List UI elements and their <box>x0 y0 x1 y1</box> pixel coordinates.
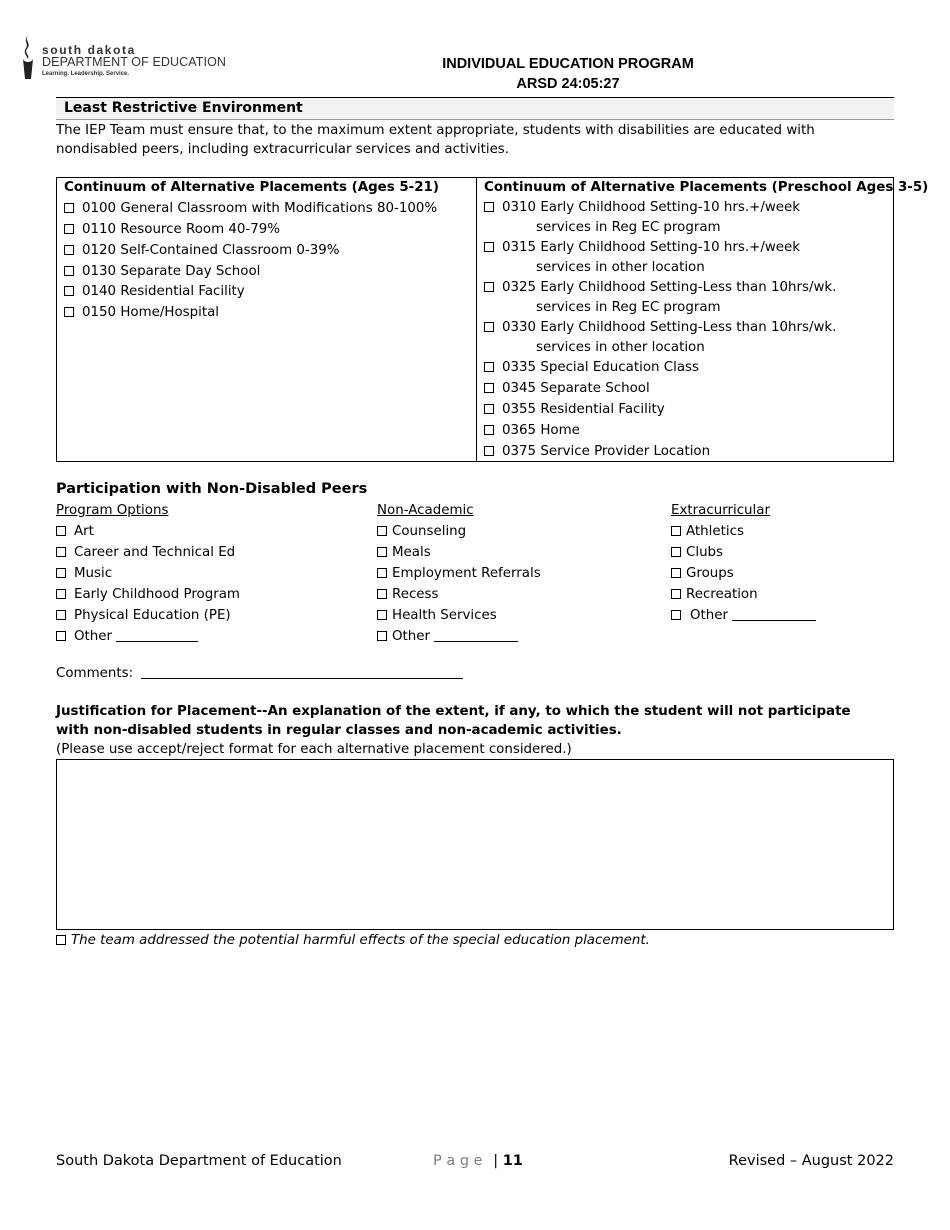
option-label: Counseling <box>392 524 467 539</box>
continuum-right-heading: Continuum of Alternative Placements (Preschool Ages 3-5) <box>484 180 929 195</box>
placement-0150[interactable] <box>64 303 469 324</box>
page-label: P a g e <box>433 1153 483 1169</box>
option-label: Employment Referrals <box>392 566 541 581</box>
placement-label: 0130 Separate Day School <box>82 264 261 279</box>
placement-0325[interactable] <box>484 278 889 318</box>
harmful-effects-row[interactable] <box>56 931 650 951</box>
nonacademic-meals[interactable] <box>377 543 657 564</box>
checkbox[interactable] <box>64 224 74 234</box>
option-label: Early Childhood Program <box>74 587 240 602</box>
checkbox[interactable] <box>671 589 681 599</box>
placement-0345[interactable] <box>484 379 889 400</box>
placement-label: 0315 Early Childhood Setting-10 hrs.+/week <box>502 240 801 255</box>
placement-label: 0365 Home <box>502 423 580 438</box>
checkbox[interactable] <box>56 935 66 945</box>
placement-0130[interactable] <box>64 262 469 282</box>
comments-row <box>56 664 463 684</box>
checkbox[interactable] <box>377 589 387 599</box>
placement-0330[interactable] <box>484 318 889 358</box>
checkbox[interactable] <box>484 404 494 414</box>
option-label: Music <box>74 566 113 581</box>
checkbox[interactable] <box>64 266 74 276</box>
non-academic-header: Non-Academic <box>377 503 474 518</box>
option-label: Athletics <box>686 524 744 539</box>
checkbox[interactable] <box>377 526 387 536</box>
comments-field[interactable] <box>141 666 463 679</box>
placement-0140[interactable] <box>64 282 469 303</box>
page-subtitle: ARSD 24:05:27 <box>516 76 620 92</box>
extra-athletics[interactable] <box>671 522 891 543</box>
continuum-left <box>64 178 469 324</box>
continuum-left-heading: Continuum of Alternative Placements (Ages 5-21) <box>64 180 439 195</box>
placement-0375[interactable] <box>484 442 889 463</box>
page-title: INDIVIDUAL EDUCATION PROGRAM <box>442 56 694 72</box>
placement-label: 0100 General Classroom with Modifications 80-100% <box>82 201 438 216</box>
logo-line2: DEPARTMENT OF EDUCATION <box>42 55 227 69</box>
placement-label: 0325 Early Childhood Setting-Less than 10hrs/wk. <box>502 280 837 295</box>
placement-0100[interactable] <box>64 199 469 220</box>
checkbox[interactable] <box>56 568 66 578</box>
justification-heading: Justification for Placement--An explanation of the extent, if any, to which the student will not participate with non-disabled students in regular classes and non-academic activities. <box>56 704 851 738</box>
placement-0355[interactable] <box>484 400 889 421</box>
checkbox[interactable] <box>484 242 494 252</box>
logo-tagline: Learning. Leadership. Service. <box>42 71 130 77</box>
option-career-technical[interactable] <box>56 543 356 564</box>
checkbox[interactable] <box>484 362 494 372</box>
checkbox[interactable] <box>64 286 74 296</box>
other-text-field[interactable] <box>732 608 816 621</box>
continuum-right <box>484 178 929 463</box>
harmful-effects-label: The team addressed the potential harmful effects of the special education placement. <box>71 933 650 948</box>
placement-label: 0335 Special Education Class <box>502 360 699 375</box>
checkbox[interactable] <box>671 547 681 557</box>
placement-label: 0150 Home/Hospital <box>82 305 220 320</box>
checkbox[interactable] <box>377 610 387 620</box>
justification-note: (Please use accept/reject format for each alternative placement considered.) <box>56 742 572 757</box>
placement-sublabel: services in Reg EC program <box>536 220 721 235</box>
justification-textbox[interactable] <box>56 759 894 930</box>
program-options-header: Program Options <box>56 503 169 518</box>
logo-line1: south dakota <box>42 43 136 57</box>
page-separator: | <box>493 1153 499 1169</box>
placement-label: 0375 Service Provider Location <box>502 444 711 459</box>
option-label: Meals <box>392 545 431 560</box>
checkbox[interactable] <box>484 425 494 435</box>
placement-label: 0110 Resource Room 40-79% <box>82 222 281 237</box>
checkbox[interactable] <box>484 322 494 332</box>
extra-groups[interactable] <box>671 564 891 585</box>
placement-label: 0345 Separate School <box>502 381 650 396</box>
torch-icon <box>20 33 36 81</box>
placement-label: 0140 Residential Facility <box>82 284 245 299</box>
placement-0110[interactable] <box>64 220 469 241</box>
placement-sublabel: services in other location <box>536 340 705 355</box>
nonacademic-counseling[interactable] <box>377 522 657 543</box>
checkbox[interactable] <box>64 307 74 317</box>
checkbox[interactable] <box>484 446 494 456</box>
option-label: Other <box>392 629 431 644</box>
checkbox[interactable] <box>484 202 494 212</box>
placement-0120[interactable] <box>64 241 469 262</box>
checkbox[interactable] <box>56 526 66 536</box>
nonacademic-recess[interactable] <box>377 585 657 606</box>
continuum-right-list <box>484 198 889 463</box>
page-number: 11 <box>502 1153 523 1169</box>
option-label: Other <box>690 608 729 623</box>
comments-label: Comments: <box>56 666 134 681</box>
continuum-left-list <box>64 199 469 324</box>
checkbox[interactable] <box>671 610 681 620</box>
option-other[interactable] <box>56 627 356 648</box>
other-text-field[interactable] <box>434 629 518 642</box>
nonacademic-employment[interactable] <box>377 564 657 585</box>
option-label: Recess <box>392 587 439 602</box>
option-music[interactable] <box>56 564 356 585</box>
footer-org: South Dakota Department of Education <box>56 1153 342 1169</box>
placement-0335[interactable] <box>484 358 889 379</box>
justification-text <box>57 760 893 772</box>
logo <box>20 33 235 83</box>
placement-0310[interactable] <box>484 198 889 238</box>
placement-label: 0330 Early Childhood Setting-Less than 10hrs/wk. <box>502 320 837 335</box>
placement-sublabel: services in Reg EC program <box>536 300 721 315</box>
participation-heading: Participation with Non-Disabled Peers <box>56 481 368 497</box>
extra-recreation[interactable] <box>671 585 891 606</box>
nonacademic-other[interactable] <box>377 627 657 648</box>
checkbox[interactable] <box>56 589 66 599</box>
nonacademic-health[interactable] <box>377 606 657 627</box>
checkbox[interactable] <box>377 547 387 557</box>
footer-revised: Revised – August 2022 <box>728 1153 894 1169</box>
extracurricular-header: Extracurricular <box>671 503 770 518</box>
option-early-childhood[interactable] <box>56 585 356 606</box>
placement-label: 0120 Self-Contained Classroom 0-39% <box>82 243 340 258</box>
lre-heading: Least Restrictive Environment <box>64 100 303 116</box>
lre-intro: The IEP Team must ensure that, to the maximum extent appropriate, students with disabilities are educated with nondisabled peers, including extracurricular services and activities. <box>56 123 815 157</box>
checkbox[interactable] <box>56 631 66 641</box>
placement-0315[interactable] <box>484 238 889 278</box>
placement-label: 0355 Residential Facility <box>502 402 665 417</box>
checkbox[interactable] <box>671 526 681 536</box>
placement-0365[interactable] <box>484 421 889 442</box>
option-art[interactable] <box>56 522 356 543</box>
extra-other[interactable] <box>671 606 891 627</box>
other-text-field[interactable] <box>116 629 198 642</box>
checkbox[interactable] <box>671 568 681 578</box>
option-label: Physical Education (PE) <box>74 608 231 623</box>
program-options-column <box>56 501 356 648</box>
footer-page <box>433 1153 523 1169</box>
checkbox[interactable] <box>377 631 387 641</box>
lre-heading-bar <box>56 97 894 120</box>
extra-clubs[interactable] <box>671 543 891 564</box>
option-label: Health Services <box>392 608 497 623</box>
option-physical-education[interactable] <box>56 606 356 627</box>
option-label: Other <box>74 629 113 644</box>
placement-label: 0310 Early Childhood Setting-10 hrs.+/week <box>502 200 801 215</box>
option-label: Career and Technical Ed <box>74 545 236 560</box>
checkbox[interactable] <box>56 547 66 557</box>
checkbox[interactable] <box>484 383 494 393</box>
checkbox[interactable] <box>484 282 494 292</box>
option-label: Groups <box>686 566 734 581</box>
option-label: Clubs <box>686 545 724 560</box>
extracurricular-column <box>671 501 891 627</box>
option-label: Recreation <box>686 587 758 602</box>
option-label: Art <box>74 524 94 539</box>
checkbox[interactable] <box>64 203 74 213</box>
checkbox[interactable] <box>56 610 66 620</box>
checkbox[interactable] <box>64 245 74 255</box>
checkbox[interactable] <box>377 568 387 578</box>
continuum-divider <box>476 178 477 461</box>
placement-sublabel: services in other location <box>536 260 705 275</box>
non-academic-column <box>377 501 657 648</box>
